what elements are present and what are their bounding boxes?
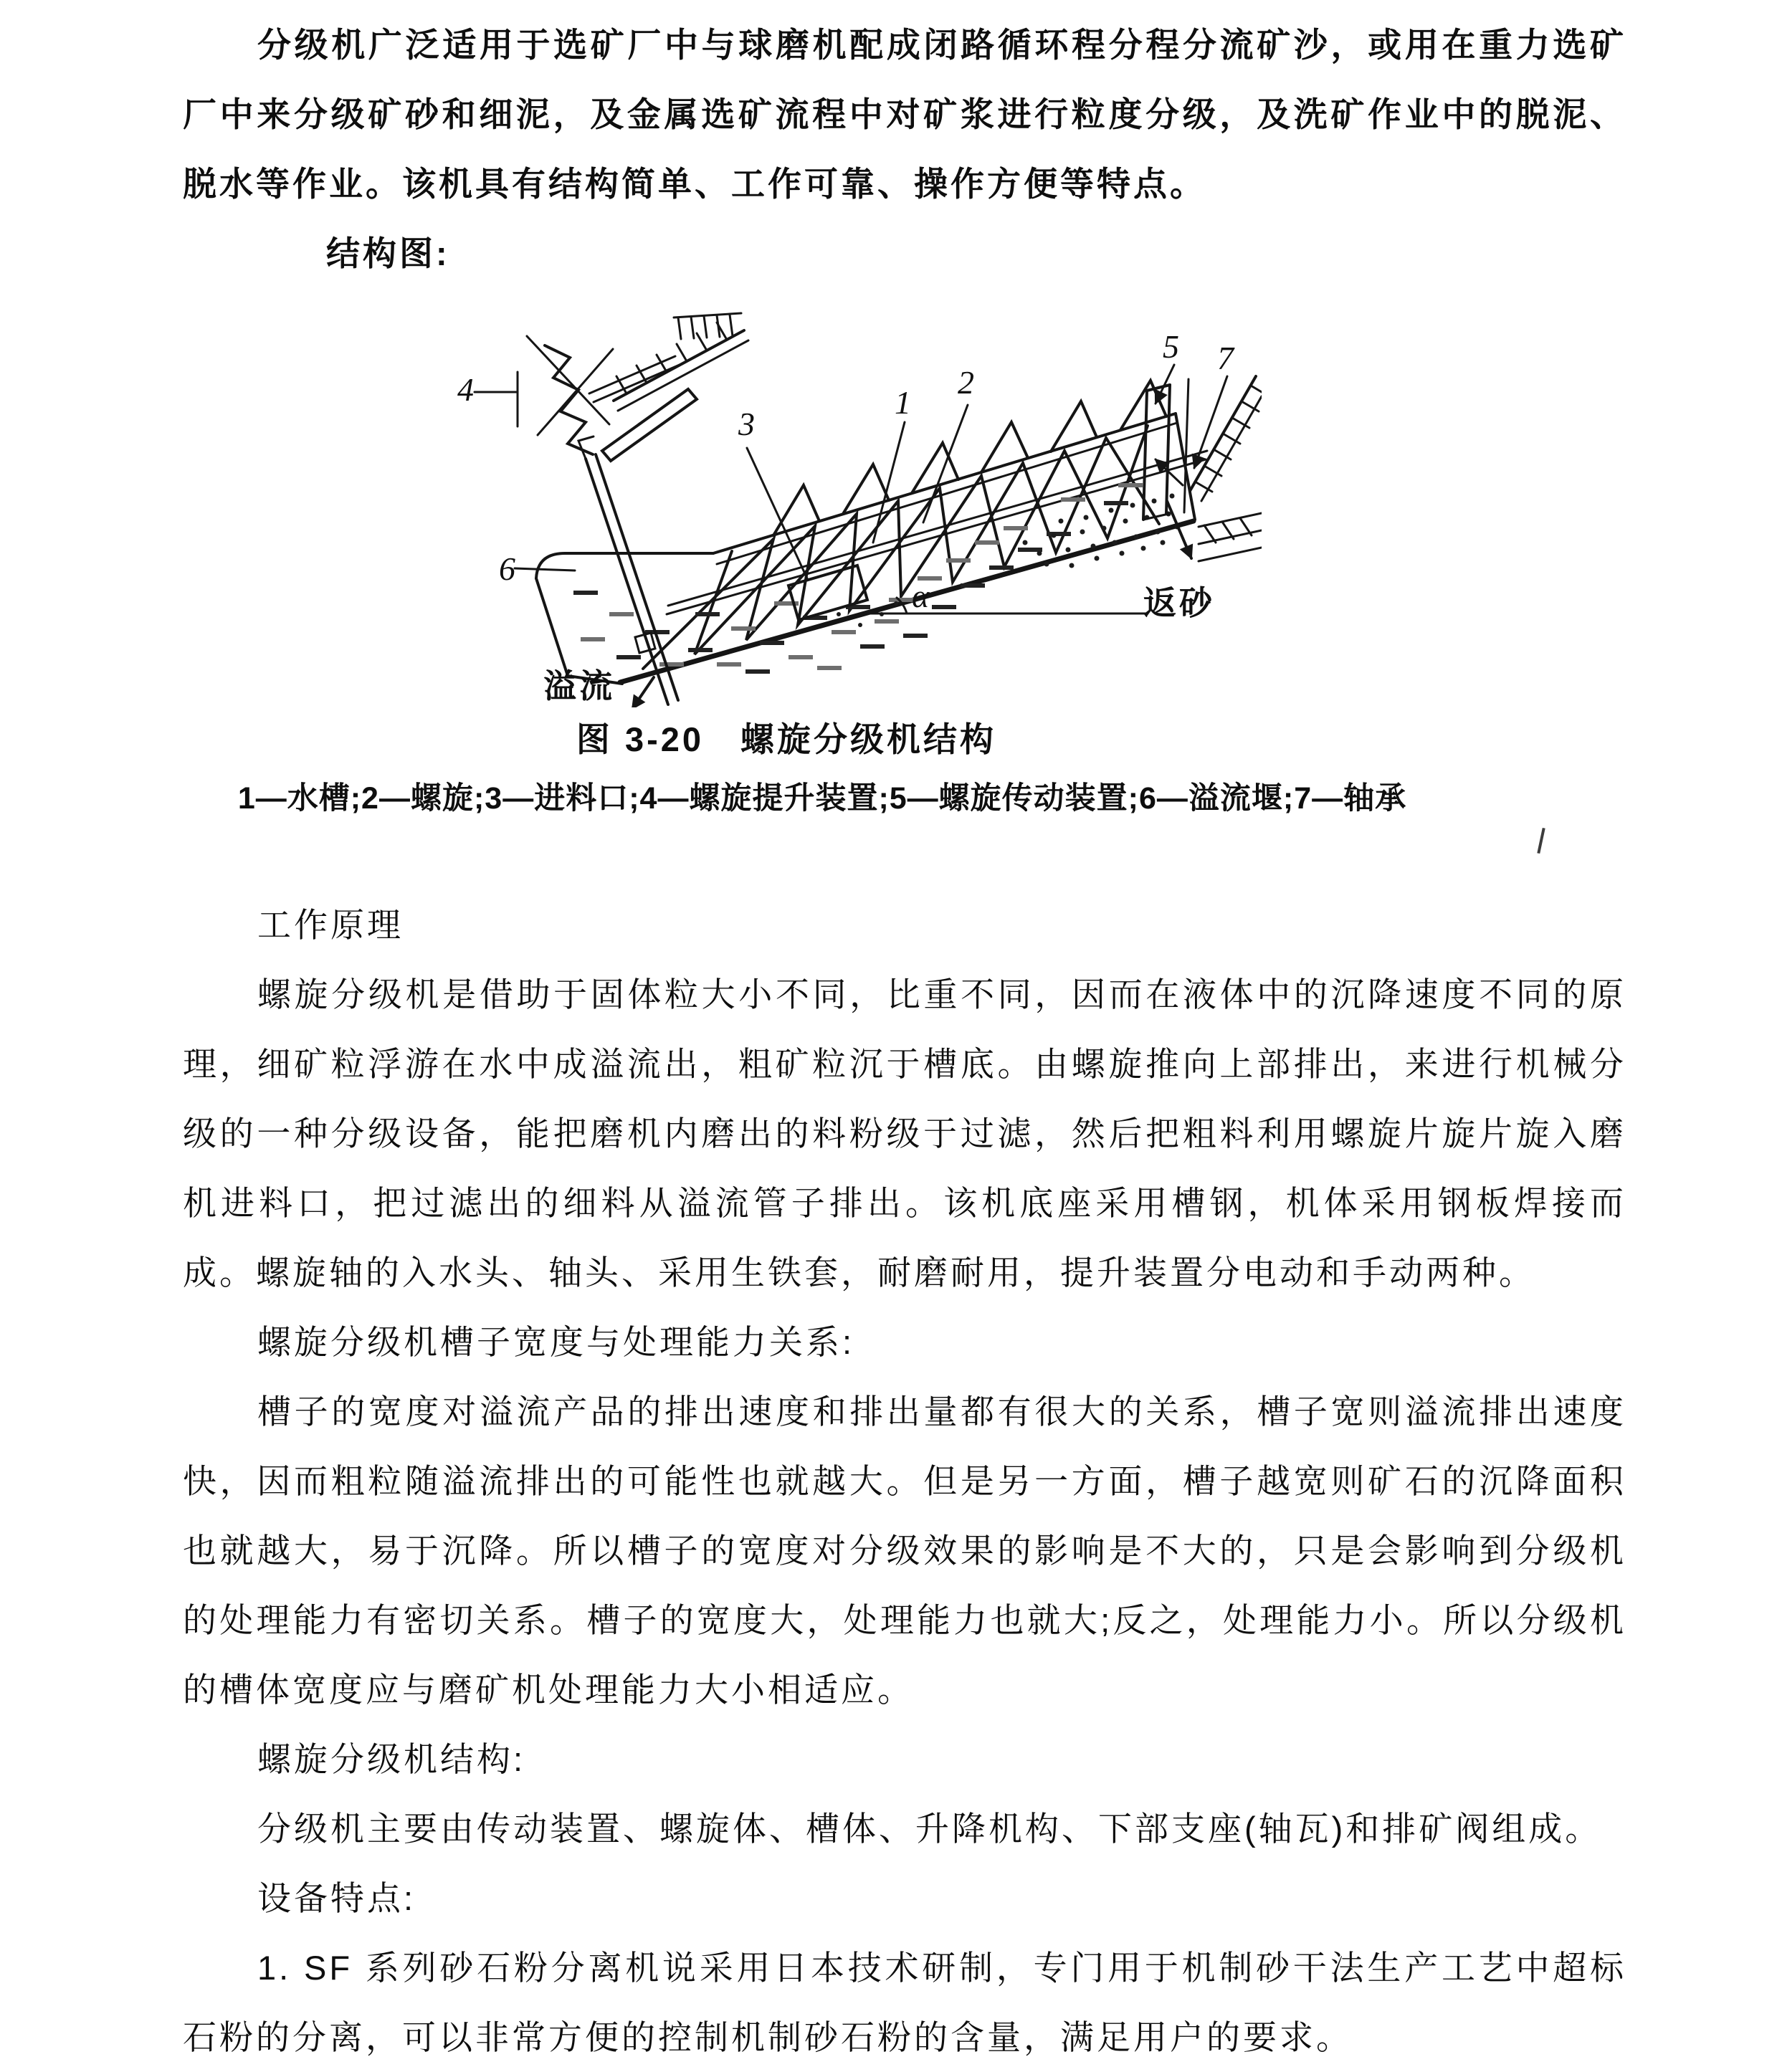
overflow-label: 溢流 bbox=[543, 667, 615, 705]
working-principle-paragraph: 螺旋分级机是借助于固体粒大小不同，比重不同，因而在液体中的沉降速度不同的原理，细矿粒浮游在水中成溢流出，粗矿粒沉于槽底。由螺旋推向上部排出，来进行机械分级的一种分级设备，能把磨机内磨出的料粉级于过滤，然后把粗料利用螺旋片旋片旋入磨机进料口，把过滤出的细料从溢流管子排出。该机底座采用槽钢，机体采用钢板焊接而成。螺旋轴的入水头、轴头、采用生铁套，耐磨耐用，提升装置分电动和手动两种。 bbox=[183, 975, 1626, 1292]
figure-diagram bbox=[437, 306, 1262, 707]
part-7-label: 7 bbox=[1217, 340, 1234, 376]
figure-legend: 1—水槽;2—螺旋;3—进料口;4—螺旋提升装置;5—螺旋传动装置;6—溢流堰;7—轴承 bbox=[237, 781, 1407, 816]
part-6-label: 6 bbox=[499, 550, 515, 587]
leader-lines bbox=[475, 365, 1227, 578]
width-capacity-paragraph: 槽子的宽度对溢流产品的排出速度和排出量都有很大的关系，槽子宽则溢流排出速度快，因而粗粒随溢流排出的可能性也就越大。但是另一方面，槽子越宽则矿石的沉降面积也就越大，易于沉降。所以槽子的宽度对分级效果的影响是不大的，只是会影响到分级机的处理能力有密切关系。槽子的宽度大，处理能力也就大;反之，处理能力小。所以分级机的槽体宽度应与磨矿机处理能力大小相适应。 bbox=[183, 1393, 1626, 1709]
spiral-shaft bbox=[667, 451, 1207, 614]
structure-diagram-heading: 结构图: bbox=[326, 234, 450, 272]
return-sand-label: 返砂 bbox=[1143, 584, 1215, 621]
features-heading: 设备特点: bbox=[257, 1879, 416, 1917]
intro-paragraph: 分级机广泛适用于选矿厂中与球磨机配成闭路循环程分程分流矿沙，或用在重力选矿厂中来分级矿砂和细泥，及金属选矿流程中对矿浆进行粒度分级，及洗矿作业中的脱泥、脱水等作业。该机具有结构简单、工作可靠、操作方便等特点。 bbox=[183, 26, 1626, 203]
part-3-label: 3 bbox=[738, 406, 755, 442]
lifting-device bbox=[518, 336, 680, 454]
working-principle-heading: 工作原理 bbox=[257, 906, 404, 944]
right-wall-hatching bbox=[1190, 376, 1262, 561]
part-2-label: 2 bbox=[958, 364, 974, 401]
structure-section-heading: 螺旋分级机结构: bbox=[257, 1740, 526, 1778]
alpha-label: α bbox=[912, 578, 930, 614]
spiral-classifier-diagram bbox=[437, 306, 1262, 707]
figure-caption: 图 3-20 螺旋分级机结构 bbox=[576, 720, 997, 758]
part-1-label: 1 bbox=[895, 384, 911, 421]
part-5-label: 5 bbox=[1163, 328, 1179, 365]
components-paragraph: 分级机主要由传动装置、螺旋体、槽体、升降机构、下部支座(轴瓦)和排矿阀组成。 bbox=[257, 1810, 1602, 1848]
part-4-label: 4 bbox=[457, 371, 474, 408]
width-capacity-heading: 螺旋分级机槽子宽度与处理能力关系: bbox=[257, 1323, 855, 1361]
features-paragraph: 1. SF 系列砂石粉分离机说采用日本技术研制，专门用于机制砂干法生产工艺中超标石粉的分离，可以非常方便的控制机制砂石粉的含量，满足用户的要求。 bbox=[183, 1949, 1626, 2056]
